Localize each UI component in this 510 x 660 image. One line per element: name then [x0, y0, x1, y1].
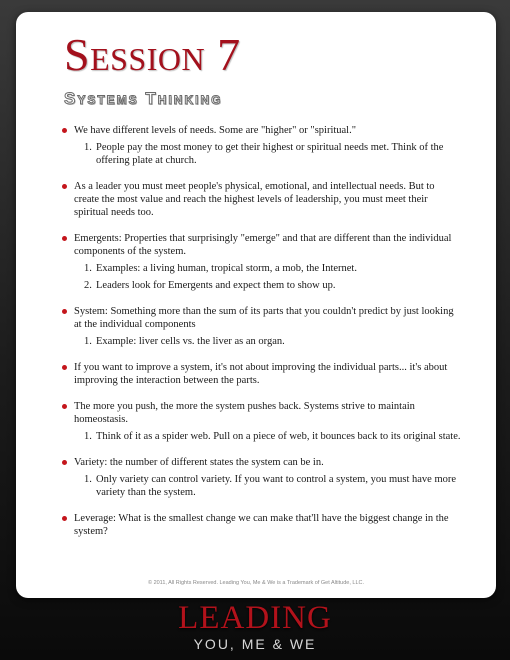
bullet-text: Emergents: Properties that surprisingly "emerge" and that are different than the individual components of the system. — [74, 233, 452, 257]
bullet-item — [62, 456, 462, 499]
sub-item-text: People pay the most money to get their highest or spiritual needs met. Think of the offering plate at church. — [96, 142, 444, 166]
sub-item — [74, 335, 462, 348]
bullet-item — [62, 361, 462, 387]
bullet-dot-icon — [62, 184, 67, 189]
sub-item-number: 2. — [84, 280, 92, 291]
sub-item-number: 1. — [84, 142, 92, 153]
sub-item — [74, 279, 462, 292]
bullet-item — [62, 124, 462, 167]
bullet-text: If you want to improve a system, it's not about improving the individual parts... it's about improving the interaction between the parts. — [74, 362, 448, 386]
bullet-dot-icon — [62, 236, 67, 241]
sub-item-number: 1. — [84, 263, 92, 274]
bullet-dot-icon — [62, 516, 67, 521]
bullet-item — [62, 400, 462, 443]
document-page — [16, 12, 496, 598]
sub-item — [74, 141, 462, 167]
bullet-text: The more you push, the more the system pushes back. Systems strive to maintain homeostasis. — [74, 401, 415, 425]
bullet-dot-icon — [62, 365, 67, 370]
bullet-item — [62, 232, 462, 292]
brand-logo — [0, 602, 510, 651]
sub-item-text: Example: liver cells vs. the liver as an organ. — [96, 336, 285, 347]
section-subtitle: Systems Thinking — [64, 89, 223, 108]
bullet-text: Variety: the number of different states the system can be in. — [74, 457, 324, 468]
brand-logo-leading: LEADING — [178, 600, 332, 636]
bullet-text: Leverage: What is the smallest change we can make that'll have the biggest change in the system? — [74, 513, 449, 537]
sub-item-text: Leaders look for Emergents and expect them to show up. — [96, 280, 336, 291]
bullet-text: We have different levels of needs. Some are "higher" or "spiritual." — [74, 125, 357, 136]
bullet-item — [62, 512, 462, 538]
bullet-dot-icon — [62, 128, 67, 133]
bullet-dot-icon — [62, 404, 67, 409]
sub-item — [74, 430, 462, 443]
sub-item-number: 1. — [84, 474, 92, 485]
session-title: Session 7 — [64, 29, 241, 80]
sub-item-text: Think of it as a spider web. Pull on a piece of web, it bounces back to its original state. — [96, 431, 461, 442]
sub-item — [74, 473, 462, 499]
bullet-item — [62, 180, 462, 219]
sub-item-text: Only variety can control variety. If you want to control a system, you must have more variety than the system. — [96, 474, 457, 498]
bullet-item — [62, 305, 462, 348]
copyright-notice: © 2011, All Rights Reserved. Leading You, Me & We is a Trademark of Get Altitude, LLC. — [147, 580, 365, 586]
sub-item-number: 1. — [84, 431, 92, 442]
brand-logo-tagline: YOU, ME & WE — [193, 636, 317, 652]
bullet-text: As a leader you must meet people's physical, emotional, and intellectual needs. But to create the most value and reach the highest levels of leadership, you must meet their spiritual needs too. — [74, 181, 435, 218]
sub-item-text: Examples: a living human, tropical storm, a mob, the Internet. — [96, 263, 357, 274]
bullet-list — [62, 124, 462, 551]
bullet-dot-icon — [62, 309, 67, 314]
sub-item — [74, 262, 462, 275]
sub-item-number: 1. — [84, 336, 92, 347]
bullet-dot-icon — [62, 460, 67, 465]
bullet-text: System: Something more than the sum of its parts that you couldn't predict by just looking at the individual components — [74, 306, 454, 330]
